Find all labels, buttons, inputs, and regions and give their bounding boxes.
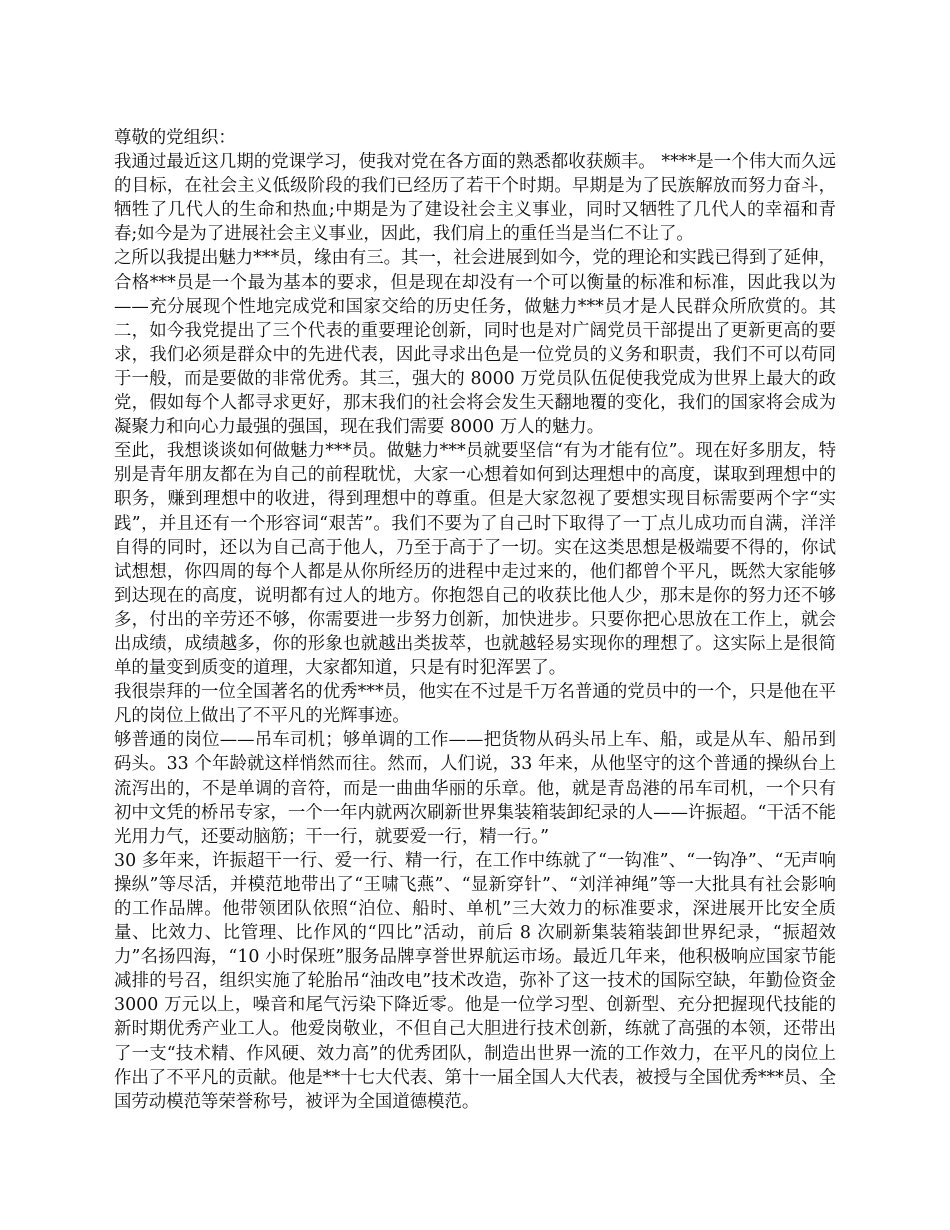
paragraph-reasons: 之所以我提出魅力***员，缘由有三。其一，社会进展到如今，党的理论和实践已得到了延伸，合格***员是一个最为基本的要求，但是现在却没有一个可以衡量的标准和标准，因此我以为——充分展现个性地完成党和国家交给的历史任务，做魅力***员才是人民群众所欣赏的。其二，如今我党提出了三个代表的重要理论创新，同时也是对广阔党员干部提出了更新更高的要求，我们必须是群众中的先进代表，因此寻求出色是一位党员的义务和职责，我们不可以苟同于一般，而是要做的非常优秀。其三，强大的 8000 万党员队伍促使我党成为世界上最大的政党，假如每个人都寻求更好，那末我们的社会将会发生天翻地覆的变化，我们的国家将会成为凝聚力和向心力最强的强国，现在我们需要 8000 万人的魅力。 (114, 248, 836, 438)
paragraph-achievements: 30 多年来，许振超干一行、爱一行、精一行，在工作中练就了“一钩准”、“一钩净”、“无声响操纵”等尽活，并模范地带出了“王啸飞燕”、“显新穿针”、“刘洋神绳”等一大批具有社会影响的工作品牌。他带领团队依照“泊位、船时、单机”三大效力的标准要求，深进展开比安全质量、比效力、比管理、比作风的“四比”活动，前后 8 次刷新集装箱装卸世界纪录，“振超效力”名扬四海，“10 小时保班”服务品牌享誉世界航运市场。最近几年来，他积极响应国家节能减排的号召，组织实施了轮胎吊“油改电”技术改造，弥补了这一技术的国际空缺，年勤俭资金 3000 万元以上，噪音和尾气污染下降近零。他是一位学习型、创新型、充分把握现代技能的新时期优秀产业工人。他爱岗敬业，不但自己大胆进行技术创新，练就了高强的本领，还带出了一支“技术精、作风硬、效力高”的优秀团队，制造出世界一流的工作效力，在平凡的岗位上作出了不平凡的贡献。他是**十七大代表、第十一届全国人大代表，被授与全国优秀***员、全国劳动模范等荣誉称号，被评为全国道德模范。 (114, 850, 836, 1112)
paragraph-crane-driver: 够普通的岗位——吊车司机；够单调的工作——把货物从码头吊上车、船，或是从车、船吊到码头。33 个年龄就这样悄然而往。然而，人们说，33 年来，从他坚守的这个普通的操纵台上流泻出的，不是单调的音符，而是一曲曲华丽的乐章。他，就是青岛港的吊车司机，一个只有初中文凭的桥吊专家，一个一年内就两次刷新世界集装箱装卸纪录的人——许振超。“干活不能光用力气，还要动脑筋；干一行，就要爱一行，精一行。” (114, 730, 836, 847)
document-body (114, 126, 836, 1114)
paragraph-how-to: 至此，我想谈谈如何做魅力***员。做魅力***员就要坚信“有为才能有位”。现在好多朋友，特别是青年朋友都在为自己的前程耽忧，大家一心想着如何到达理想中的高度，谋取到理想中的职务，赚到理想中的收进，得到理想中的尊重。但是大家忽视了要想实现目标需要两个字“实践”，并且还有一个形容词“艰苦”。我们不要为了自己时下取得了一丁点儿成功而自满，洋洋自得的同时，还以为自己高于他人，乃至于高于了一切。实在这类思想是极端要不得的，你试试想想，你四周的每个人都是从你所经历的进程中走过来的，他们都曾个平凡，既然大家能够到达现在的高度，说明都有过人的地方。你抱怨自己的收获比他人少，那末是你的努力还不够多，付出的辛劳还不够，你需要进一步努力创新，加快进步。只要你把心思放在工作上，就会出成绩，成绩越多，你的形象也就越出类拔萃，也就越轻易实现你的理想了。这实际上是很简单的量变到质变的道理，大家都知道，只是有时犯浑罢了。 (114, 441, 836, 679)
paragraph-intro: 我通过最近这几期的党课学习，使我对党在各方面的熟悉都收获颇丰。 ****是一个伟大而久远的目标，在社会主义低级阶段的我们已经历了若干个时期。早期是为了民族解放而努力奋斗，牺牲了几代人的生命和热血;中期是为了建设社会主义事业，同时又牺牲了几代人的幸福和青春;如今是为了进展社会主义事业，因此，我们肩上的重任当是当仁不让了。 (114, 152, 836, 245)
paragraph-role-model: 我很崇拜的一位全国著名的优秀***员，他实在不过是千万名普通的党员中的一个，只是他在平凡的岗位上做出了不平凡的光辉事迹。 (114, 682, 836, 727)
salutation: 尊敬的党组织： (114, 128, 236, 148)
